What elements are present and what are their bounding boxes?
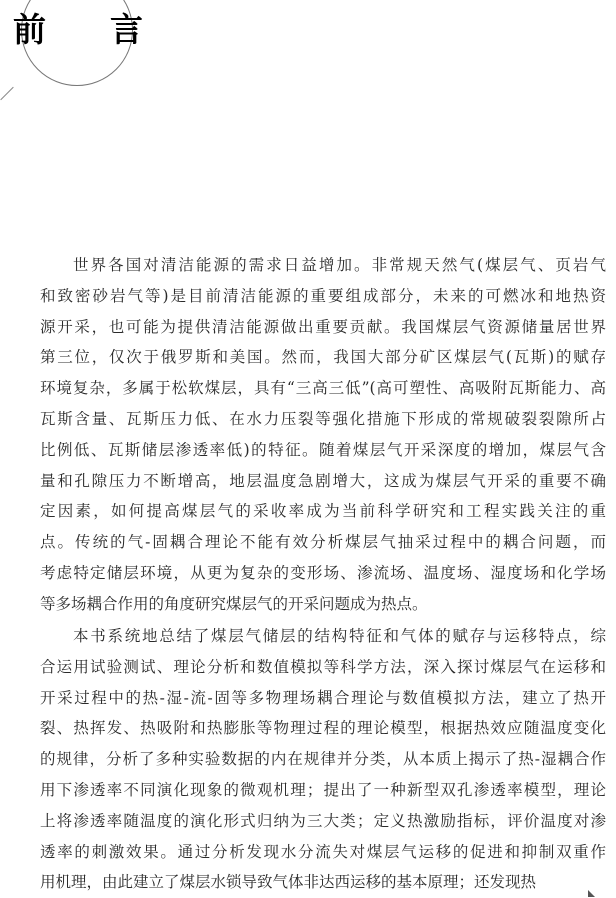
paragraph-2 bbox=[40, 621, 606, 898]
text-line: 等多场耦合作用的角度研究煤层气的开采问题成为热点。 bbox=[40, 594, 428, 613]
text-line: 点。传统的气-固耦合理论不能有效分析煤层气抽采过程中的耦合问题，而 bbox=[40, 533, 606, 552]
heading-char-1: 前 bbox=[13, 10, 46, 49]
text-line: 用机理，由此建立了煤层水锁导致气体非达西运移的基本原理；还发现热 bbox=[40, 873, 537, 892]
text-line: 量和孔隙压力不断增高，地层温度急剧增大，这成为煤层气开采的重要不确 bbox=[40, 471, 606, 490]
text-line: 用下渗透率不同演化现象的微观机理；提出了一种新型双孔渗透率模型，理论 bbox=[40, 780, 606, 799]
paragraph-1 bbox=[40, 250, 606, 620]
text-line: 透率的刺激效果。通过分析发现水分流失对煤层气运移的促进和抑制双重作 bbox=[40, 842, 606, 861]
text-line: 开采过程中的热-湿-流-固等多物理场耦合理论与数值模拟方法，建立了热开 bbox=[40, 688, 606, 707]
text-line: 世界各国对清洁能源的需求日益增加。非常规天然气(煤层气、页岩气 bbox=[73, 256, 606, 274]
text-line: 源开采，也可能为提供清洁能源做出重要贡献。我国煤层气资源储量居世界 bbox=[40, 317, 606, 336]
text-line: 和致密砂岩气等)是目前清洁能源的重要组成部分，未来的可燃冰和地热资 bbox=[40, 286, 606, 305]
text-line: 裂、热挥发、热吸附和热膨胀等物理过程的理论模型，根据热效应随温度变化 bbox=[40, 719, 606, 738]
text-line: 本书系统地总结了煤层气储层的结构特征和气体的赋存与运移特点，综 bbox=[73, 627, 606, 645]
text-line: 上将渗透率随温度的演化形式归纳为三大类；定义热激励指标，评价温度对渗 bbox=[40, 811, 606, 830]
text-line: 第三位，仅次于俄罗斯和美国。然而，我国大部分矿区煤层气(瓦斯)的赋存 bbox=[40, 348, 606, 367]
heading-char-2: 言 bbox=[110, 10, 143, 49]
text-line: 瓦斯含量、瓦斯压力低、在水力压裂等强化措施下形成的常规破裂裂隙所占 bbox=[40, 409, 606, 428]
decorative-slash bbox=[0, 87, 13, 100]
text-line: 比例低、瓦斯储层渗透率低)的特征。随着煤层气开采深度的增加，煤层气含 bbox=[40, 440, 606, 459]
text-line: 的规律，分析了多种实验数据的内在规律并分类，从本质上揭示了热-湿耦合作 bbox=[40, 750, 606, 769]
text-line: 考虑特定储层环境，从更为复杂的变形场、渗流场、温度场、湿度场和化学场 bbox=[40, 563, 606, 582]
text-line: 定因素，如何提高煤层气的采收率成为当前科学研究和工程实践关注的重 bbox=[40, 502, 606, 521]
text-line: 合运用试验测试、理论分析和数值模拟等科学方法，深入探讨煤层气在运移和 bbox=[40, 657, 606, 676]
text-line: 环境复杂，多属于松软煤层，具有“三高三低”(高可塑性、高吸附瓦斯能力、高 bbox=[40, 379, 606, 398]
page-corner-mark bbox=[588, 890, 595, 897]
